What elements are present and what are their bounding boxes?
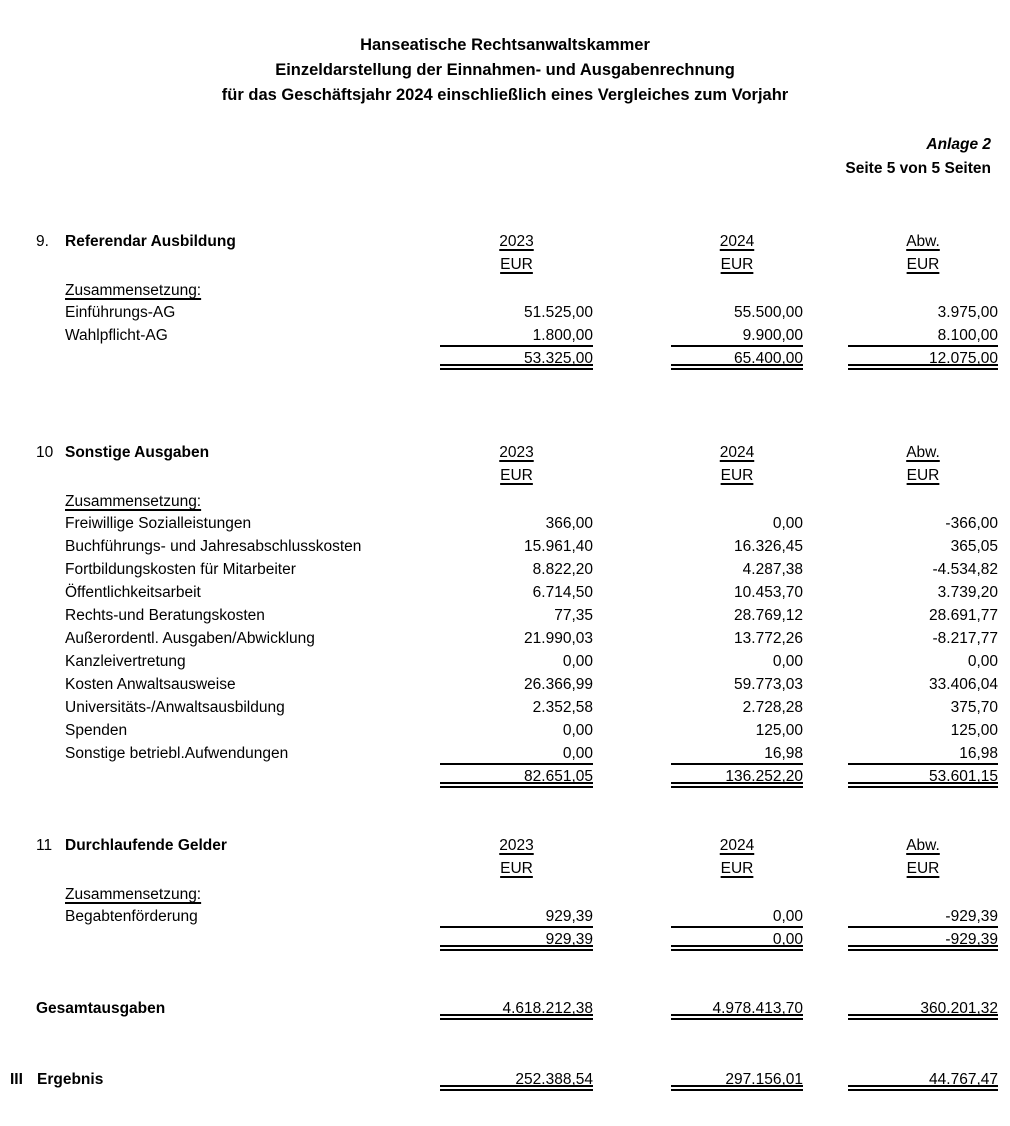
- section-rows: [0, 301, 998, 347]
- table-row: [0, 581, 998, 604]
- value-2023: 51.525,00: [524, 304, 593, 321]
- value-abw: 3.739,20: [937, 584, 998, 601]
- value-2024: 9.900,00: [671, 324, 803, 347]
- result-numeral: III: [10, 1071, 23, 1088]
- value-abw: 0,00: [967, 653, 998, 670]
- table-row: [0, 719, 998, 742]
- composition-label: Zusammensetzung:: [65, 493, 202, 510]
- row-label: Buchführungs- und Jahresabschlusskosten: [65, 538, 362, 555]
- value-2023: 15.961,40: [524, 538, 593, 555]
- currency-label: EUR: [500, 860, 533, 877]
- total-2023: 929,39: [440, 928, 593, 951]
- currency-label: EUR: [500, 467, 533, 484]
- total-2024: 0,00: [671, 928, 803, 951]
- value-2023: 929,39: [440, 905, 593, 928]
- row-label: Spenden: [65, 722, 128, 739]
- table-row: [0, 696, 998, 719]
- value-abw: 28.691,77: [929, 607, 998, 624]
- table-row: [0, 512, 998, 535]
- column-header-2023: 2023: [499, 837, 534, 854]
- section-total-row: [0, 347, 998, 370]
- total-2024: 136.252,20: [671, 765, 803, 788]
- value-2023: 0,00: [562, 653, 593, 670]
- row-label: Kanzleivertretung: [65, 653, 186, 670]
- row-label: Wahlpflicht-AG: [65, 327, 168, 344]
- value-2023: 77,35: [554, 607, 593, 624]
- total-2023: 82.651,05: [440, 765, 593, 788]
- section-rows: [0, 512, 998, 765]
- value-abw: -8.217,77: [932, 630, 998, 647]
- currency-label: EUR: [500, 256, 533, 273]
- document-title-line-2: Einzeldarstellung der Einnahmen- und Ausgabenrechnung: [275, 61, 735, 79]
- row-label: Fortbildungskosten für Mitarbeiter: [65, 561, 296, 578]
- currency-row: [0, 465, 998, 491]
- row-label: Öffentlichkeitsarbeit: [65, 584, 201, 601]
- value-2024: 28.769,12: [734, 607, 803, 624]
- currency-label: EUR: [906, 860, 940, 877]
- result-row: [0, 1068, 998, 1091]
- section-header-row: [0, 441, 998, 465]
- row-label: Außerordentl. Ausgaben/Abwicklung: [65, 630, 315, 647]
- value-abw: 365,05: [950, 538, 998, 555]
- row-label: Begabtenförderung: [65, 908, 198, 925]
- value-2024: 16.326,45: [734, 538, 803, 555]
- value-2023: 0,00: [562, 722, 593, 739]
- value-2023: 1.800,00: [440, 324, 593, 347]
- value-2023: 0,00: [440, 742, 593, 765]
- section-total-row: [0, 765, 998, 788]
- value-abw: 3.975,00: [937, 304, 998, 321]
- column-header-2024: 2024: [719, 233, 755, 250]
- table-row: [0, 650, 998, 673]
- composition-label: Zusammensetzung:: [65, 886, 202, 903]
- value-2024: 2.728,28: [742, 699, 803, 716]
- section-11: [0, 834, 998, 951]
- value-2023: 26.366,99: [524, 676, 593, 693]
- row-label: Universitäts-/Anwaltsausbildung: [65, 699, 285, 716]
- column-header-abw: Abw.: [906, 837, 940, 854]
- value-2024: 55.500,00: [734, 304, 803, 321]
- value-abw: -366,00: [945, 515, 998, 532]
- result-label: Ergebnis: [37, 1071, 104, 1088]
- value-abw: 125,00: [950, 722, 998, 739]
- total-expenses-2023: 4.618.212,38: [440, 997, 593, 1020]
- currency-label: EUR: [906, 467, 940, 484]
- value-abw: -4.534,82: [932, 561, 998, 578]
- value-2023: 6.714,50: [532, 584, 593, 601]
- section-title: Durchlaufende Gelder: [65, 837, 227, 854]
- currency-label: EUR: [906, 256, 940, 273]
- page-number: Seite 5 von 5 Seiten: [845, 160, 991, 177]
- row-label: Einführungs-AG: [65, 304, 176, 321]
- total-abw: 53.601,15: [848, 765, 998, 788]
- section-header-row: [0, 230, 998, 254]
- table-row: [0, 604, 998, 627]
- section-9: [0, 230, 998, 370]
- currency-label: EUR: [720, 467, 754, 484]
- value-2024: 59.773,03: [734, 676, 803, 693]
- column-header-2023: 2023: [499, 233, 534, 250]
- section-rows: [0, 905, 998, 928]
- currency-label: EUR: [720, 860, 754, 877]
- value-2023: 21.990,03: [524, 630, 593, 647]
- currency-label: EUR: [720, 256, 754, 273]
- value-abw: -929,39: [848, 905, 998, 928]
- column-header-2024: 2024: [719, 444, 755, 461]
- table-row: [0, 905, 998, 928]
- value-2024: 125,00: [755, 722, 803, 739]
- annex-block: [845, 133, 991, 181]
- composition-row: [0, 491, 998, 512]
- value-2024: 4.287,38: [742, 561, 803, 578]
- section-title: Sonstige Ausgaben: [65, 444, 210, 461]
- total-abw: 12.075,00: [848, 347, 998, 370]
- value-2023: 2.352,58: [532, 699, 593, 716]
- section-number: 10: [36, 444, 54, 461]
- document-title-line-3: für das Geschäftsjahr 2024 einschließlich eines Vergleiches zum Vorjahr: [221, 86, 789, 104]
- column-header-2023: 2023: [499, 444, 534, 461]
- currency-row: [0, 858, 998, 884]
- value-2023: 8.822,20: [532, 561, 593, 578]
- composition-row: [0, 884, 998, 905]
- total-expenses-label: Gesamtausgaben: [36, 1000, 166, 1017]
- row-label: Sonstige betriebl.Aufwendungen: [65, 745, 289, 762]
- section-title: Referendar Ausbildung: [65, 233, 236, 250]
- value-abw: 8.100,00: [848, 324, 998, 347]
- value-2023: 366,00: [545, 515, 593, 532]
- column-header-abw: Abw.: [906, 233, 940, 250]
- column-header-abw: Abw.: [906, 444, 940, 461]
- value-2024: 13.772,26: [734, 630, 803, 647]
- annex-label: Anlage 2: [926, 136, 991, 153]
- composition-label: Zusammensetzung:: [65, 282, 202, 299]
- table-row: [0, 324, 998, 347]
- value-2024: 0,00: [772, 653, 803, 670]
- value-abw: 33.406,04: [929, 676, 998, 693]
- section-number: 11: [36, 837, 53, 854]
- total-2023: 53.325,00: [440, 347, 593, 370]
- column-header-2024: 2024: [719, 837, 755, 854]
- section-total-row: [0, 928, 998, 951]
- result-2023: 252.388,54: [440, 1068, 593, 1091]
- document-title-line-1: Hanseatische Rechtsanwaltskammer: [360, 36, 650, 54]
- table-row: [0, 742, 998, 765]
- value-2024: 16,98: [671, 742, 803, 765]
- table-row: [0, 627, 998, 650]
- section-number: 9.: [36, 233, 49, 250]
- value-abw: 16,98: [848, 742, 998, 765]
- table-row: [0, 673, 998, 696]
- value-2024: 10.453,70: [734, 584, 803, 601]
- row-label: Kosten Anwaltsausweise: [65, 676, 236, 693]
- result-abw: 44.767,47: [848, 1068, 998, 1091]
- total-abw: -929,39: [848, 928, 998, 951]
- currency-row: [0, 254, 998, 280]
- value-2024: 0,00: [772, 515, 803, 532]
- value-abw: 375,70: [950, 699, 998, 716]
- section-header-row: [0, 834, 998, 858]
- result-2024: 297.156,01: [671, 1068, 803, 1091]
- row-label: Rechts-und Beratungskosten: [65, 607, 265, 624]
- total-expenses-abw: 360.201,32: [848, 997, 998, 1020]
- composition-row: [0, 280, 998, 301]
- table-row: [0, 558, 998, 581]
- table-row: [0, 301, 998, 324]
- section-10: [0, 441, 998, 788]
- value-2024: 0,00: [671, 905, 803, 928]
- total-2024: 65.400,00: [671, 347, 803, 370]
- total-expenses-row: [0, 997, 998, 1020]
- document-title-block: [0, 0, 1010, 108]
- total-expenses-2024: 4.978.413,70: [671, 997, 803, 1020]
- row-label: Freiwillige Sozialleistungen: [65, 515, 252, 532]
- table-row: [0, 535, 998, 558]
